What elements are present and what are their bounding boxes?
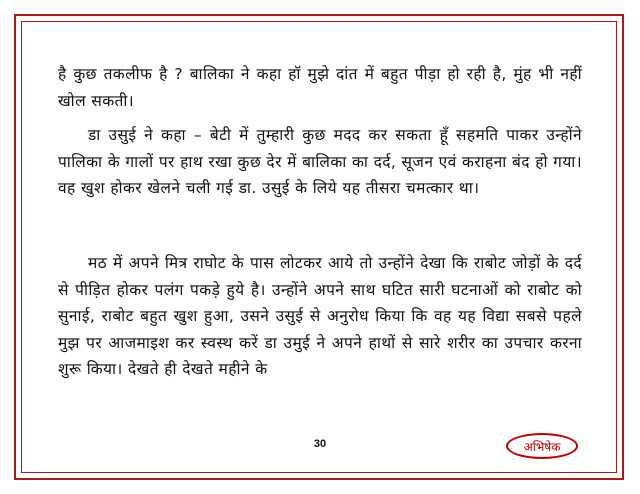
page-number: 30: [313, 438, 327, 450]
paragraph-3: मठ में अपने मित्र राघोट के पास लोटकर आये तो उन्होंने देखा कि राबोट जोड़ों के दर्द से पीड़ित होकर पलंग पकड़े हुये है। उन्होंने अपने साथ घटित सारी घटनाओं को राबोट को सुनाई, राबोट बहुत खुश हुआ, उसने उसुई से अनुरोध किया कि वह यह विद्या सबसे पहले मुझ पर आजमाइश कर स्वस्थ करें डा उमुई ने अपने हाथों से सारे शरीर का उपचार करना शुरू किया। देखते ही देखते महीने के: [58, 254, 582, 378]
author-badge-label: अभिषेक: [523, 439, 561, 454]
paragraph-2: डा उसुई ने कहा – बेटी में तुम्हारी कुछ मदद कर सकता हूँ सहमति पाकर उन्होंने पालिका के गालों पर हाथ रखा कुछ देर में बालिका का दर्द, सूजन एवं कराहना बंद हो गया। वह खुश होकर खेलने चली गई डा. उसुई के लिये यह तीसरा चमत्कार था।: [58, 126, 582, 197]
paragraph-1: है कुछ तकलीफ है ? बालिका ने कहा हॉ मुझे दांत में बहुत पीड़ा हो रही है, मुंह भी नहीं खोल सकती।: [58, 65, 582, 110]
author-badge: [506, 433, 578, 459]
